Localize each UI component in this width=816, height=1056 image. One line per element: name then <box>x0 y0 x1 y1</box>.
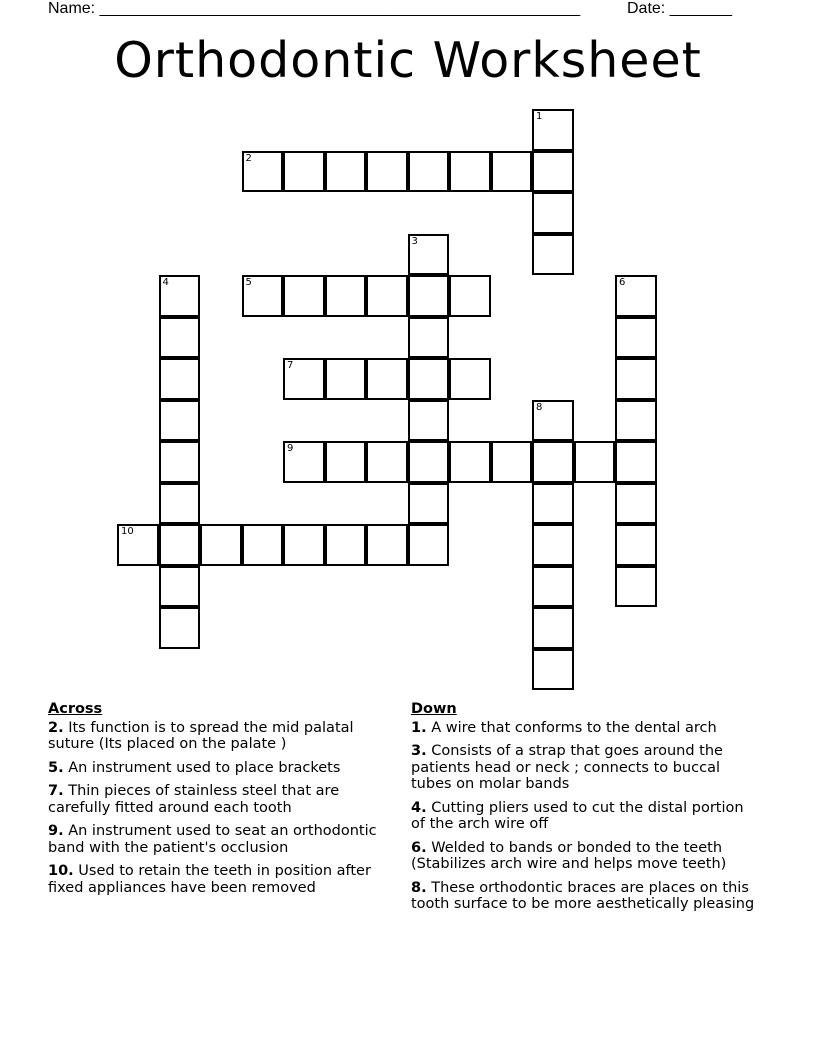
clue-down-1 <box>411 720 756 737</box>
grid-cell[interactable] <box>366 151 408 193</box>
grid-cell[interactable] <box>532 192 574 234</box>
grid-cell[interactable] <box>366 524 408 566</box>
grid-cell[interactable] <box>408 358 450 400</box>
clue-text: Consists of a strap that goes around the patients head or neck ; connects to buccal tubes on molar bands <box>411 743 723 792</box>
clue-text: Its function is to spread the mid palatal suture (Its placed on the palate ) <box>48 719 354 752</box>
grid-cell[interactable] <box>408 151 450 193</box>
grid-cell[interactable] <box>325 524 367 566</box>
grid-cell[interactable] <box>615 400 657 442</box>
clue-number: 6. <box>411 839 427 856</box>
grid-cell[interactable] <box>325 441 367 483</box>
clue-number-label: 1 <box>536 111 543 122</box>
clue-across-7 <box>48 783 404 816</box>
clue-number: 8. <box>411 879 427 896</box>
grid-cell[interactable] <box>532 649 574 691</box>
grid-cell[interactable] <box>283 151 325 193</box>
grid-cell[interactable] <box>491 441 533 483</box>
grid-cell[interactable] <box>449 441 491 483</box>
grid-cell[interactable] <box>449 275 491 317</box>
clue-text: A wire that conforms to the dental arch <box>431 719 717 736</box>
grid-cell[interactable] <box>532 607 574 649</box>
grid-cell[interactable] <box>159 400 201 442</box>
down-clues <box>411 701 756 920</box>
grid-cell[interactable] <box>242 151 284 193</box>
grid-cell[interactable] <box>532 441 574 483</box>
grid-cell[interactable] <box>283 275 325 317</box>
grid-cell[interactable] <box>408 524 450 566</box>
clue-number-label: 3 <box>411 235 418 247</box>
grid-cell[interactable] <box>159 358 201 400</box>
clue-number: 5. <box>48 759 64 776</box>
grid-cell[interactable] <box>615 441 657 483</box>
grid-cell[interactable] <box>325 358 367 400</box>
grid-cell[interactable] <box>574 441 616 483</box>
clue-number: 2. <box>48 719 64 736</box>
grid-cell[interactable] <box>532 151 574 193</box>
grid-cell[interactable] <box>408 441 450 483</box>
clue-down-8 <box>411 880 756 913</box>
clue-across-9 <box>48 823 404 856</box>
clue-down-4 <box>411 800 756 833</box>
clue-number-label: 7 <box>287 360 294 371</box>
clue-number: 3. <box>411 743 427 759</box>
clue-text: Welded to bands or bonded to the teeth (Stabilizes arch wire and helps move teeth) <box>411 839 727 872</box>
grid-cell[interactable] <box>408 317 450 359</box>
grid-cell[interactable] <box>408 400 450 442</box>
grid-cell[interactable] <box>159 566 201 608</box>
clue-text: Cutting pliers used to cut the distal portion of the arch wire off <box>411 799 744 832</box>
clue-number-label: 8 <box>536 401 543 413</box>
grid-cell[interactable] <box>159 607 201 649</box>
grid-cell[interactable] <box>159 441 201 483</box>
page-title: Orthodontic Worksheet <box>114 32 702 89</box>
grid-cell[interactable] <box>408 234 450 276</box>
grid-cell[interactable] <box>449 358 491 400</box>
grid-cell[interactable] <box>532 400 574 442</box>
grid-cell[interactable] <box>366 358 408 400</box>
clue-number: 1. <box>411 719 427 736</box>
clue-number-label: 9 <box>287 443 294 454</box>
clue-number-label: 6 <box>619 277 626 288</box>
grid-cell[interactable] <box>159 275 201 317</box>
grid-cell[interactable] <box>366 441 408 483</box>
grid-cell[interactable] <box>283 358 325 400</box>
across-clues <box>48 701 404 903</box>
clue-text: An instrument used to seat an orthodontic band with the patient's occlusion <box>48 823 377 856</box>
clue-down-3 <box>411 743 756 793</box>
grid-cell[interactable] <box>615 317 657 359</box>
clue-text: Thin pieces of stainless steel that are carefully fitted around each tooth <box>48 783 340 816</box>
clue-text: An instrument used to place brackets <box>68 759 341 776</box>
clue-text: These orthodontic braces are places on this tooth surface to be more aesthetically pleasing <box>411 879 755 912</box>
grid-cell[interactable] <box>532 234 574 276</box>
clue-number: 9. <box>48 823 64 839</box>
down-heading: Down <box>411 701 457 717</box>
grid-cell[interactable] <box>532 483 574 525</box>
clue-number-label: 4 <box>162 277 169 288</box>
grid-cell[interactable] <box>615 358 657 400</box>
clue-number: 4. <box>411 799 427 816</box>
grid-cell[interactable] <box>532 524 574 566</box>
grid-cell[interactable] <box>283 441 325 483</box>
grid-cell[interactable] <box>449 151 491 193</box>
grid-cell[interactable] <box>615 524 657 566</box>
grid-cell[interactable] <box>242 275 284 317</box>
grid-cell[interactable] <box>242 524 284 566</box>
clue-across-5 <box>48 760 404 777</box>
grid-cell[interactable] <box>159 524 201 566</box>
grid-cell[interactable] <box>200 524 242 566</box>
grid-cell[interactable] <box>408 483 450 525</box>
clue-across-10 <box>48 863 404 896</box>
grid-cell[interactable] <box>325 275 367 317</box>
clue-number-label: 10 <box>121 526 134 537</box>
clue-down-6 <box>411 840 756 873</box>
clue-text: Used to retain the teeth in position after fixed appliances have been removed <box>48 863 371 896</box>
across-heading: Across <box>48 701 103 717</box>
grid-cell[interactable] <box>532 109 574 151</box>
grid-cell[interactable] <box>408 275 450 317</box>
grid-cell[interactable] <box>159 317 201 359</box>
grid-cell[interactable] <box>615 566 657 608</box>
grid-cell[interactable] <box>159 483 201 525</box>
clue-number: 10. <box>48 863 74 879</box>
grid-cell[interactable] <box>615 275 657 317</box>
clue-number: 7. <box>48 783 64 799</box>
grid-cell[interactable] <box>325 151 367 193</box>
clue-number-label: 5 <box>245 277 252 288</box>
grid-cell[interactable] <box>117 524 159 566</box>
grid-cell[interactable] <box>532 566 574 608</box>
clue-across-2 <box>48 720 404 753</box>
grid-cell[interactable] <box>491 151 533 193</box>
grid-cell[interactable] <box>615 483 657 525</box>
grid-cell[interactable] <box>366 275 408 317</box>
date-field[interactable]: Date: _______ <box>627 0 732 17</box>
grid-cell[interactable] <box>283 524 325 566</box>
clue-number-label: 2 <box>245 152 252 164</box>
name-field[interactable]: Name: ______________________________________________________ <box>48 0 581 17</box>
